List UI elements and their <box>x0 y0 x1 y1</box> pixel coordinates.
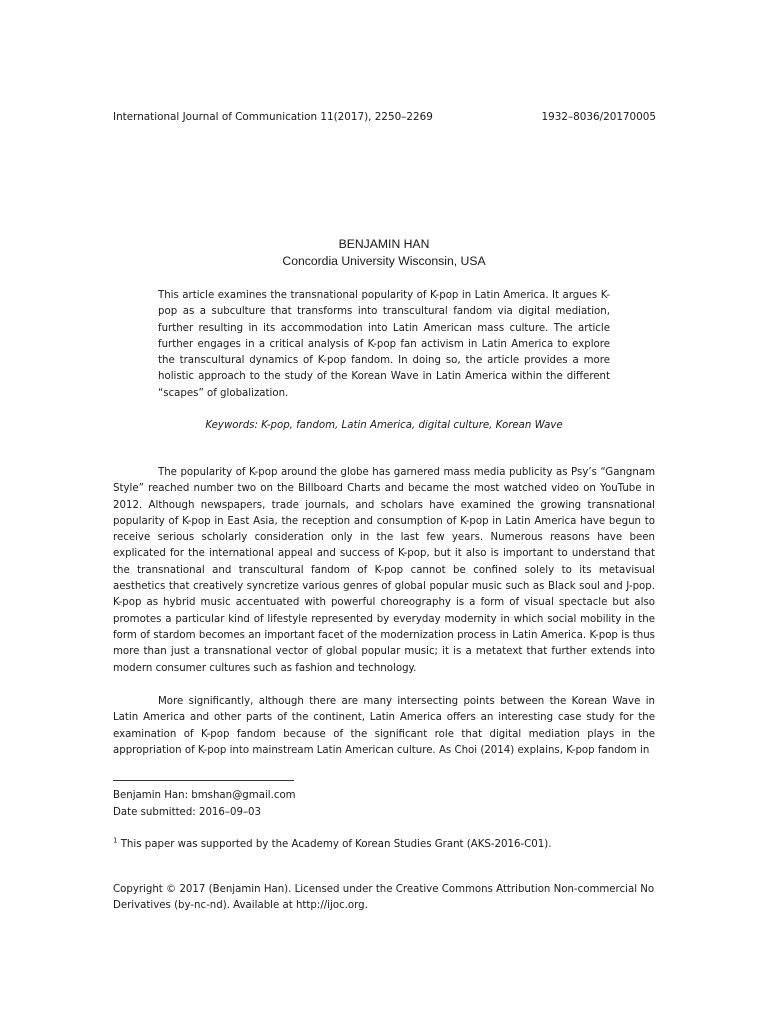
keywords <box>0 418 768 433</box>
body-paragraph-1: The popularity of K-pop around the globe has garnered mass media publicity as Psy’s “Gangnam Style” reached number two on the Billboard Charts and became the most watched video on YouTube in 2012. Although newspapers, trade journals, and scholars have examined the growing transnational popularity of K-pop in East Asia, the reception and consumption of K-pop in Latin America have begun to receive serious scholarly consideration only in the last few years. Numerous reasons have been explicated for the international appeal and success of K-pop, but it also is important to understand that the transnational and transcultural fandom of K-pop cannot be confined solely to its metavisual aesthetics that creatively syncretize various genres of global popular music such as Black soul and J-pop. K-pop as hybrid music accentuated with powerful choreography is a form of visual spectacle but also promotes a particular kind of lifestyle represented by everyday modernity in which social mobility in the form of stardom becomes an important facet of the modernization process in Latin America. K-pop is thus more than just a transnational vector of global popular music; it is a metatext that further extends into modern consumer cultures such as fashion and technology. <box>113 467 655 674</box>
abstract: This article examines the transnational popularity of K-pop in Latin America. It argues K-pop as a subculture that transforms into transcultural fandom via digital mediation, further resulting in its accommodation into Latin American mass culture. The article further engages in a critical analysis of K-pop fan activism in Latin America to explore the transcultural dynamics of K-pop fandom. In doing so, the article provides a more holistic approach to the study of the Korean Wave in Latin America within the different “scapes” of globalization. <box>158 290 610 399</box>
date-submitted: Date submitted: 2016–09–03 <box>113 807 262 818</box>
keywords-terms: : K-pop, fandom, Latin America, digital culture, Korean Wave <box>254 420 563 431</box>
footnote-text: This paper was supported by the Academy of Korean Studies Grant (AKS-2016-C01). <box>117 839 552 850</box>
author-name: BENJAMIN HAN <box>338 237 430 251</box>
footnote-divider <box>113 780 294 781</box>
author-affiliation: Concordia University Wisconsin, USA <box>282 254 486 268</box>
footnote-1 <box>113 837 551 852</box>
copyright-notice: Copyright © 2017 (Benjamin Han). Licensed under the Creative Commons Attribution Non-commercial No Derivatives (by-nc-nd). Available at http://ijoc.org. <box>113 884 655 911</box>
author-contact: Benjamin Han: bmshan@gmail.com <box>113 790 296 801</box>
body-paragraph-2: More significantly, although there are many intersecting points between the Korean Wave in Latin America and other parts of the continent, Latin America offers an interesting case study for the examination of K-pop fandom because of the significant role that digital mediation plays in the appropriation of K-pop into mainstream Latin American culture. As Choi (2014) explains, K-pop fandom in <box>113 696 655 756</box>
issn-number: 1932–8036/20170005 <box>541 111 656 123</box>
keywords-label: Keywords <box>205 420 255 431</box>
journal-citation: International Journal of Communication 11(2017), 2250–2269 <box>113 111 433 123</box>
footnote-marker: 1 <box>113 836 118 845</box>
